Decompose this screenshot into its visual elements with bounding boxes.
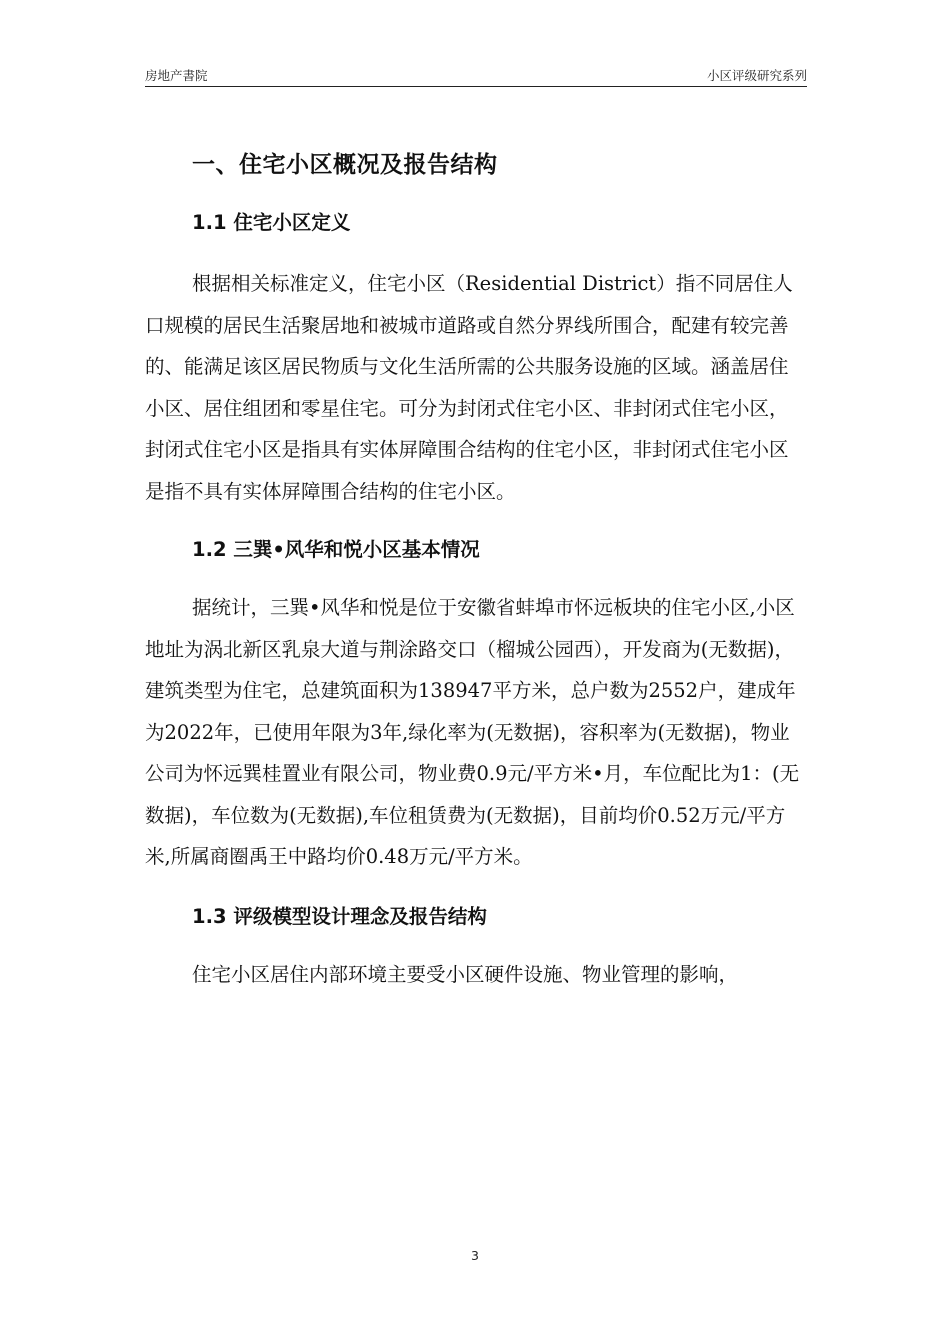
header-series: 小区评级研究系列 xyxy=(706,68,807,83)
header-publisher: 房地产書院 xyxy=(145,68,208,83)
subsection-title-1-2: 1.2 三巽•风华和悦小区基本情况 xyxy=(192,538,480,561)
document-body xyxy=(145,142,807,995)
subsection-title-1-3: 1.3 评级模型设计理念及报告结构 xyxy=(192,904,487,928)
paragraph-model-design: 住宅小区居住内部环境主要受小区硬件设施、物业管理的影响， xyxy=(192,962,739,986)
section-title: 一、住宅小区概况及报告结构 xyxy=(192,152,498,178)
paragraph-basic-info: 据统计，三巽•风华和悦是位于安徽省蚌埠市怀远板块的住宅小区,小区地址为涡北新区乳泉大道与荆涂路交口（榴城公园西），开发商为(无数据)，建筑类型为住宅，总建筑面积为138947平方米，总户数为2552户，建成年为2022年，已使用年限为3年,绿化率为(无数据)，容积率为(无数据)，物业公司为怀远巽桂置业有限公司，物业费0.9元/平方米•月，车位配比为1：(无数据)，车位数为(无数据),车位租赁费为(无数据)，目前均价0.52万元/平方米,所属商圈禹王中路均价0.48万元/平方米。 xyxy=(145,596,800,868)
page-header xyxy=(145,66,807,87)
paragraph-definition: 根据相关标准定义，住宅小区（Residential District）指不同居住人口规模的居民生活聚居地和被城市道路或自然分界线所围合，配建有较完善的、能满足该区居民物质与文化生活所需的公共服务设施的区域。涵盖居住小区、居住组团和零星住宅。可分为封闭式住宅小区、非封闭式住宅小区，封闭式住宅小区是指具有实体屏障围合结构的住宅小区，非封闭式住宅小区是指不具有实体屏障围合结构的住宅小区。 xyxy=(145,272,793,503)
page-number: 3 xyxy=(471,1248,479,1263)
subsection-title-1-1: 1.1 住宅小区定义 xyxy=(192,211,351,234)
